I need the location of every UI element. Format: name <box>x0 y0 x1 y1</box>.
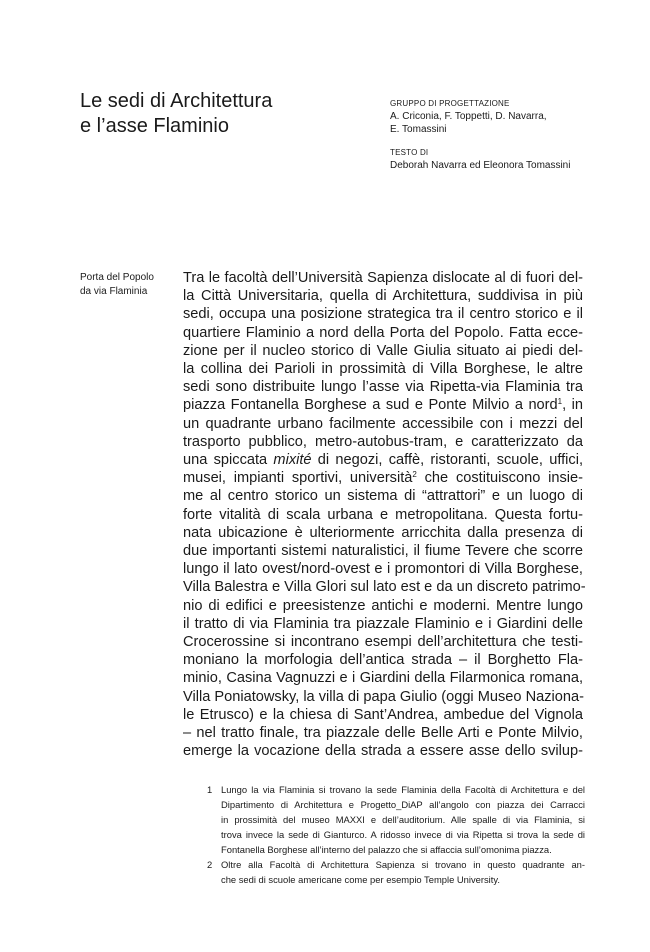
footnotes <box>207 782 585 887</box>
footnote-2 <box>207 857 585 887</box>
footnote-line: in prossimità del museo MAXXI e dell’auditorium. Alle spalle di via Flaminia, si <box>221 814 585 825</box>
body-line: due importanti sistemi naturalistici, il fiume Tevere che scorre <box>183 543 583 560</box>
body-line: Villa Poniatowsky, la villa di papa Giulio (oggi Museo Naziona- <box>183 688 584 705</box>
design-group-names: A. Criconia, F. Toppetti, D. Navarra, <box>390 111 547 122</box>
body-line: lungo il lato ovest/nord-ovest e i promontori di Villa Borghese, <box>183 561 583 578</box>
footnote-line: Lungo la via Flaminia si trovano la sede Flaminia della Facoltà di Architettura e del <box>221 784 585 795</box>
footnote-line: che sedi di scuole americane come per esempio Temple University. <box>221 874 500 885</box>
caption-line: da via Flaminia <box>80 286 148 297</box>
design-group-label: GRUPPO DI PROGETTAZIONE <box>390 99 510 108</box>
footnote-ref[interactable]: 2 <box>412 470 417 480</box>
body-line: la Città Universitaria, quella di Architettura, suddivisa in più <box>183 288 583 305</box>
body-line: – nel tratto finale, tra piazzale delle Belle Arti e Ponte Milvio, <box>183 725 583 742</box>
body-line <box>183 469 583 487</box>
body-line-text: una spiccata <box>183 452 274 469</box>
footnote-number: 1 <box>207 784 213 795</box>
body-line <box>183 396 583 414</box>
title-line: e l’asse Flaminio <box>80 115 229 137</box>
body-line: Crocerossine si incontrano esempi dell’architettura che testi- <box>183 634 583 651</box>
body-line: trasporto pubblico, metro-autobus-tram, e caratterizzato da <box>183 433 583 450</box>
body-line: nio di edifici e preesistenze antichi e moderni. Mentre lungo <box>183 597 583 614</box>
footnote-1 <box>207 782 585 857</box>
body-line-text: piazza Fontanella Borghese a sud e Ponte Milvio a nord <box>183 397 558 414</box>
caption-line: Porta del Popolo <box>80 272 154 283</box>
body-line: Tra le facoltà dell’Università Sapienza dislocate al di fuori del- <box>183 270 583 286</box>
body-line: zione per il nucleo storico di Valle Giulia situato ai piedi del- <box>183 342 583 359</box>
body-line: moniano la morfologia dell’antica strada – il Borghetto Fla- <box>183 652 583 669</box>
body-line-text: di negozi, caffè, ristoranti, scuole, uffici, <box>311 452 583 469</box>
body-line-text: musei, impianti sportivi, università <box>183 470 413 487</box>
body-line: le Etrusco) e la chiesa di Sant’Andrea, ambedue del Vignola <box>183 706 583 723</box>
footnote-line: Fontanella Borghese all’interno del palazzo che si affaccia sull’omonima piazza. <box>221 844 552 855</box>
body-line: sedi sono distribuite lungo l’asse via Ripetta-via Flaminia tra <box>183 379 583 396</box>
body-line <box>183 451 583 469</box>
body-line-text: che costituiscono insie- <box>416 470 583 487</box>
footnote-number: 2 <box>207 859 213 870</box>
footnote-line: Dipartimento di Architettura e Progetto_DiAP all’angolo con piazza dei Carracci <box>221 799 585 810</box>
text-authors: Deborah Navarra ed Eleonora Tomassini <box>390 160 571 171</box>
design-group-names: E. Tomassini <box>390 124 447 135</box>
body-line: Villa Balestra e Villa Glori sul lato est e da un discreto patrimo- <box>183 579 586 596</box>
body-line: sedi, occupa una posizione strategica tra il centro storico e il <box>183 306 583 323</box>
body-line: nata ubicazione è ulteriormente arricchita dalla presenza di <box>183 524 583 541</box>
body-line-text: , in <box>562 397 584 414</box>
body-line: emerge la vocazione della strada a essere asse dello svilup- <box>183 743 583 760</box>
text-by-label: TESTO DI <box>390 148 429 157</box>
body-line: me al centro storico un sistema di “attrattori” e un luogo di <box>183 488 583 505</box>
credits-block <box>390 97 630 172</box>
body-line: un quadrante urbano facilmente accessibile con i mezzi del <box>183 415 583 432</box>
page-title <box>80 89 370 139</box>
footnote-line: trova invece la sede di Gianturco. A ridosso invece di via Ripetta si trova la sede di <box>221 829 585 840</box>
image-caption <box>80 271 180 299</box>
body-line: il tratto di via Flaminia tra piazzale Flaminio e i Giardini delle <box>183 615 583 632</box>
body-paragraph <box>183 269 586 760</box>
italic-term: mixité <box>273 452 312 469</box>
body-line: forte vitalità di scala urbana e metropolitana. Questa fortu- <box>183 506 583 523</box>
body-line: la collina dei Parioli in prossimità di Villa Borghese, le altre <box>183 361 583 378</box>
footnote-ref[interactable]: 1 <box>557 397 563 407</box>
body-line: minio, Casina Vagnuzzi e i Giardini della Filarmonica romana, <box>183 670 583 687</box>
body-line: quartiere Flaminio a nord della Porta del Popolo. Fatta ecce- <box>183 324 583 341</box>
title-line: Le sedi di Architettura <box>80 90 273 112</box>
footnote-line: Oltre alla Facoltà di Architettura Sapienza si trovano in questo quadrante an- <box>221 859 585 870</box>
